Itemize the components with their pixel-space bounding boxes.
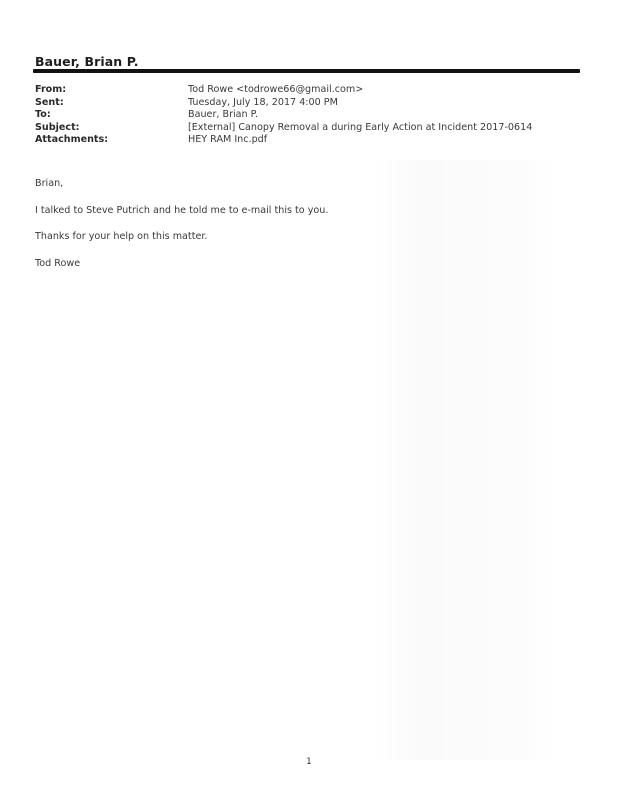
attachment-filename: HEY RAM Inc.pdf: [188, 134, 268, 145]
sent-row: [35, 97, 575, 110]
subject-value: [External] Canopy Removal a during Early Action at Incident 2017-0614: [188, 121, 533, 133]
scan-shading: [372, 160, 558, 760]
subject-row: [35, 122, 575, 135]
from-value: Tod Rowe <todrowe66@gmail.com>: [188, 84, 364, 95]
email-greeting: Brian,: [35, 178, 64, 189]
email-body-line: Thanks for your help on this matter.: [35, 231, 208, 242]
attachments-row: [35, 134, 575, 147]
email-signature: Tod Rowe: [35, 258, 81, 269]
to-label: To:: [35, 109, 51, 120]
from-row: [35, 84, 575, 97]
email-body-line: I talked to Steve Putrich and he told me to e-mail this to you.: [35, 205, 329, 216]
to-value: Bauer, Brian P.: [188, 109, 259, 120]
to-row: [35, 109, 575, 122]
sent-label: Sent:: [35, 96, 64, 108]
page-number: 1: [306, 757, 312, 767]
from-label: From:: [35, 84, 67, 95]
subject-label: Subject:: [35, 121, 80, 133]
email-metadata: [35, 84, 575, 147]
sent-value: Tuesday, July 18, 2017 4:00 PM: [188, 96, 338, 108]
attachments-label: Attachments:: [35, 134, 109, 145]
header-divider: [33, 69, 580, 73]
sender-header: Bauer, Brian P.: [35, 54, 139, 69]
